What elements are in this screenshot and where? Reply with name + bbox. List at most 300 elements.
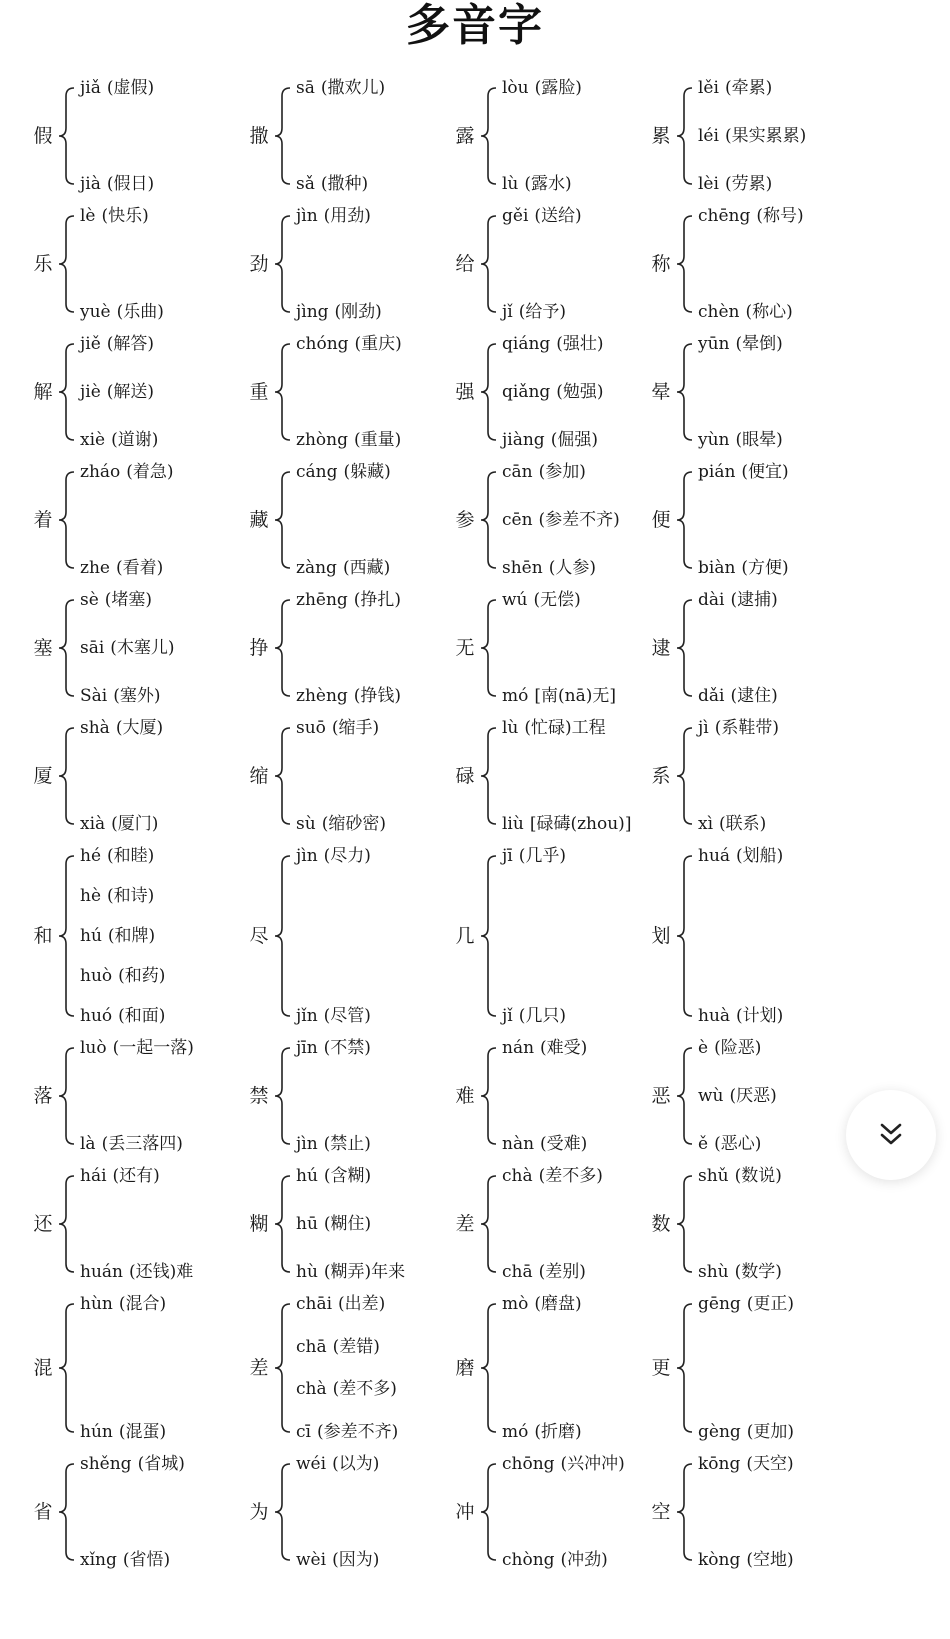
pinyin: jī [502,846,513,866]
curly-brace-icon [674,844,696,1028]
page-title: 多音字 [406,0,544,51]
example-word: (用劲) [323,206,371,226]
pinyin: shǔ [698,1166,729,1186]
example-word: (丢三落四) [101,1134,183,1154]
pinyin: mò [502,1294,529,1314]
polyphone-character: 参 [455,509,475,531]
example-word: (省悟) [122,1550,171,1570]
reading-line [296,812,386,836]
pinyin: xiè [80,430,106,450]
polyphone-character: 省 [33,1501,53,1523]
reading-line [502,172,572,196]
example-word: (尽管) [323,1006,371,1026]
pinyin: kòng [698,1550,741,1570]
pinyin: cēn [502,510,533,530]
pinyin: huó [80,1006,113,1026]
example-word: [南(nā)无] [534,686,616,706]
reading-line [80,172,154,196]
curly-brace-icon [56,844,78,1028]
polyphone-character: 划 [651,925,671,947]
pinyin: jì [698,718,709,738]
polyphone-entry [452,716,672,836]
pinyin: chóng [296,334,349,354]
example-word: (数学) [734,1262,782,1282]
reading-line [698,716,779,740]
pinyin: zhe [80,558,110,578]
curly-brace-icon [56,1292,78,1444]
pinyin: hé [80,846,102,866]
polyphone-character: 禁 [249,1085,269,1107]
reading-line [698,1132,761,1156]
example-word: (划船) [736,846,784,866]
pinyin: hù [296,1262,318,1282]
reading-line [296,1132,371,1156]
curly-brace-icon [272,1164,294,1284]
example-word: (和睦) [107,846,155,866]
pinyin: lěi [698,78,719,98]
reading-line [698,1084,777,1108]
reading-line [502,1036,587,1060]
curly-brace-icon [478,844,500,1028]
reading-line [80,884,154,908]
example-word: (和面) [118,1006,166,1026]
pinyin: zháo [80,462,121,482]
reading-line [296,556,390,580]
curly-brace-icon [478,1036,500,1156]
reading-line [296,1377,397,1401]
reading-line [698,204,804,228]
example-word: (参差不齐) [316,1422,399,1442]
polyphone-entry [246,588,466,708]
polyphone-character: 乐 [33,253,53,275]
curly-brace-icon [272,588,294,708]
example-word: (兴冲冲) [560,1454,625,1474]
example-word: (尽力) [323,846,371,866]
reading-line [80,1132,183,1156]
scroll-down-button[interactable] [846,1090,936,1180]
reading-line [296,172,368,196]
polyphone-character: 尽 [249,925,269,947]
pinyin: hùn [80,1294,113,1314]
example-word: (露脸) [534,78,582,98]
polyphone-character: 难 [455,1085,475,1107]
polyphone-character: 挣 [249,637,269,659]
example-word: (禁止) [323,1134,371,1154]
polyphone-character: 磨 [455,1357,475,1379]
reading-line [698,428,783,452]
polyphone-entry [246,332,466,452]
polyphone-character: 劲 [249,253,269,275]
polyphone-character: 累 [651,125,671,147]
polyphone-entry [246,1452,466,1572]
polyphone-entry [452,1292,672,1444]
example-word: (给予) [518,302,566,322]
example-word: (着急) [126,462,174,482]
example-word: (几只) [518,1006,566,1026]
pinyin: chèn [698,302,740,322]
reading-line [296,332,402,356]
reading-line [698,1452,794,1476]
curly-brace-icon [272,332,294,452]
pinyin: sāi [80,638,105,658]
polyphone-entry [30,204,250,324]
polyphone-entry [30,460,250,580]
double-chevron-down-icon [874,1118,908,1152]
reading-line [502,684,616,708]
example-word: (强壮) [556,334,604,354]
polyphone-entry [246,1036,466,1156]
reading-line [502,844,566,868]
polyphone-character: 落 [33,1085,53,1107]
reading-line [296,1548,379,1572]
pinyin: cān [502,462,533,482]
curly-brace-icon [674,1164,696,1284]
pinyin: lù [502,174,519,194]
reading-line [296,588,401,612]
example-word: (糊弄)年来 [323,1262,406,1282]
example-word: (挣钱) [353,686,402,706]
pinyin: hè [80,886,102,906]
reading-line [80,636,175,660]
reading-line [296,1260,405,1284]
example-word: (虚假) [106,78,155,98]
pinyin: zàng [296,558,337,578]
polyphone-entry [452,1164,672,1284]
pinyin: wú [502,590,528,610]
reading-line [698,556,789,580]
polyphone-entry [452,844,672,1028]
curly-brace-icon [478,588,500,708]
polyphone-character: 更 [651,1357,671,1379]
polyphone-character: 着 [33,509,53,531]
example-word: (险恶) [714,1038,762,1058]
polyphone-entry [452,76,672,196]
reading-line [502,812,631,836]
example-word: (一起一落) [112,1038,194,1058]
example-word: (厦门) [111,814,159,834]
example-word: (乐曲) [116,302,164,322]
reading-line [698,124,806,148]
curly-brace-icon [56,1164,78,1284]
reading-line [296,204,371,228]
polyphone-character: 藏 [249,509,269,531]
polyphone-character: 糊 [249,1213,269,1235]
reading-line [502,1292,582,1316]
example-word: (塞外) [113,686,161,706]
polyphone-entry [246,1292,466,1444]
reading-line [698,1548,794,1572]
reading-line [80,588,152,612]
polyphone-character: 解 [33,381,53,403]
example-word: (果实累累) [724,126,807,146]
example-word: (劳累) [724,174,773,194]
pinyin: nán [502,1038,535,1058]
polyphone-entry [30,844,250,1028]
pinyin: wù [698,1086,724,1106]
polyphone-entry [648,204,868,324]
polyphone-character: 重 [249,381,269,403]
curly-brace-icon [56,204,78,324]
pinyin: luò [80,1038,107,1058]
curly-brace-icon [272,1452,294,1572]
example-word: (混蛋) [118,1422,167,1442]
reading-line [296,1036,371,1060]
example-word: (方便) [741,558,789,578]
reading-line [80,1164,160,1188]
example-word: (人参) [548,558,596,578]
pinyin: jìng [296,302,329,322]
pinyin: mó [502,686,529,706]
curly-brace-icon [272,1036,294,1156]
example-word: (晕倒) [735,334,783,354]
reading-line [502,588,581,612]
pinyin: dài [698,590,725,610]
polyphone-entry [452,332,672,452]
reading-line [296,716,379,740]
reading-line [502,508,620,532]
polyphone-character: 碌 [455,765,475,787]
pinyin: léi [698,126,719,146]
pinyin: gèng [698,1422,741,1442]
reading-line [80,300,164,324]
example-word: (折磨) [534,1422,582,1442]
reading-line [80,1452,185,1476]
reading-line [80,556,163,580]
pinyin: sǎ [296,174,315,194]
reading-line [698,588,778,612]
example-word: (冲劲) [560,1550,608,1570]
polyphone-entry [246,716,466,836]
pinyin: sè [80,590,99,610]
pinyin: shà [80,718,110,738]
pinyin: kōng [698,1454,741,1474]
reading-line [698,1164,782,1188]
reading-line [296,300,382,324]
reading-line [698,1036,761,1060]
example-word: (省城) [137,1454,185,1474]
example-word: (挣扎) [353,590,402,610]
example-word: [碌碡(zhou)] [529,814,632,834]
pinyin: ě [698,1134,709,1154]
reading-line [296,1292,385,1316]
pinyin: jīn [296,1038,318,1058]
pinyin: cī [296,1422,311,1442]
pinyin: huá [698,846,731,866]
reading-line [502,380,604,404]
reading-line [80,716,163,740]
example-word: (系鞋带) [714,718,779,738]
pinyin: chēng [698,206,751,226]
reading-line [698,172,772,196]
polyphone-character: 恶 [651,1085,671,1107]
example-word: (道谢) [111,430,159,450]
curly-brace-icon [478,204,500,324]
pinyin: qiáng [502,334,551,354]
curly-brace-icon [272,460,294,580]
reading-line [502,1260,586,1284]
reading-line [80,332,154,356]
reading-line [80,1004,165,1028]
pinyin: xì [698,814,714,834]
pinyin: jìn [296,206,318,226]
reading-line [80,964,165,988]
curly-brace-icon [56,332,78,452]
curly-brace-icon [674,1292,696,1444]
reading-line [80,844,154,868]
reading-line [502,1132,587,1156]
reading-line [296,1420,398,1444]
polyphone-entry [648,1292,868,1444]
pinyin: huò [80,966,113,986]
reading-line [80,684,160,708]
example-word: (重庆) [354,334,402,354]
pinyin: lèi [698,174,719,194]
reading-line [80,76,154,100]
reading-line [502,556,596,580]
curly-brace-icon [272,716,294,836]
polyphone-entry [30,588,250,708]
example-word: (更加) [746,1422,795,1442]
polyphone-character: 空 [651,1501,671,1523]
polyphone-character: 露 [455,125,475,147]
pinyin: là [80,1134,96,1154]
pinyin: cáng [296,462,338,482]
curly-brace-icon [56,1452,78,1572]
example-word: (空地) [746,1550,794,1570]
polyphone-entry [648,460,868,580]
example-word: (假日) [106,174,155,194]
curly-brace-icon [674,1452,696,1572]
reading-line [296,76,385,100]
example-word: (含糊) [323,1166,372,1186]
polyphone-entry [30,1036,250,1156]
curly-brace-icon [56,76,78,196]
example-word: (和药) [118,966,166,986]
reading-line [698,1292,794,1316]
polyphone-character: 撒 [249,125,269,147]
polyphone-entry [648,1452,868,1572]
reading-line [80,1548,170,1572]
pinyin: zhēng [296,590,348,610]
example-word: (解送) [106,382,155,402]
reading-line [80,812,158,836]
pinyin: qiǎng [502,382,551,402]
pinyin: jìn [296,846,318,866]
polyphone-entry [648,844,868,1028]
pinyin: chōng [502,1454,555,1474]
example-word: (差错) [332,1336,380,1357]
polyphone-entry [648,1036,868,1156]
pinyin: sù [296,814,316,834]
polyphone-entry [30,1452,250,1572]
example-word: (躲藏) [343,462,391,482]
example-word: (木塞儿) [110,638,175,658]
example-word: (以为) [332,1454,380,1474]
reading-line [502,204,582,228]
reading-line [502,460,586,484]
reading-line [80,1036,194,1060]
example-word: (恶心) [714,1134,762,1154]
example-word: (解答) [106,334,155,354]
reading-line [296,428,401,452]
polyphone-entry [246,76,466,196]
polyphone-character: 缩 [249,765,269,787]
pinyin: hú [80,926,102,946]
example-word: (撒种) [320,174,369,194]
polyphone-character: 和 [33,925,53,947]
example-word: (计划) [736,1006,784,1026]
example-word: (磨盘) [534,1294,582,1314]
polyphone-entry [648,76,868,196]
reading-line [502,76,582,100]
example-word: (送给) [534,206,582,226]
example-word: (无偿) [533,590,581,610]
pinyin: jiě [80,334,101,354]
polyphone-character: 系 [651,765,671,787]
polyphone-character: 差 [249,1357,269,1379]
example-word: (不禁) [323,1038,371,1058]
reading-line [296,1335,380,1359]
polyphone-entry [648,588,868,708]
curly-brace-icon [674,716,696,836]
polyphone-character: 数 [651,1213,671,1235]
example-word: (差别) [538,1262,586,1282]
example-word: (糊住) [323,1214,372,1234]
pinyin: chà [502,1166,533,1186]
pinyin: jìn [296,1134,318,1154]
example-word: (便宜) [741,462,789,482]
pinyin: hú [296,1166,318,1186]
example-word: (厌恶) [729,1086,777,1106]
polyphone-entry [30,716,250,836]
curly-brace-icon [272,76,294,196]
polyphone-entry [246,204,466,324]
example-word: (重量) [353,430,402,450]
pinyin: shēn [502,558,543,578]
pinyin: jià [80,174,101,194]
polyphone-entry [452,1452,672,1572]
reading-line [502,428,598,452]
reading-line [80,428,158,452]
polyphone-character: 冲 [455,1501,475,1523]
example-word: (还有) [112,1166,160,1186]
pinyin: zhòng [296,430,348,450]
example-word: (和诗) [107,886,155,906]
example-word: (差不多) [332,1379,397,1400]
example-word: (混合) [118,1294,167,1314]
reading-line [502,1548,608,1572]
reading-line [296,460,391,484]
reading-line [698,1004,783,1028]
pinyin: wéi [296,1454,327,1474]
curly-brace-icon [674,1036,696,1156]
pinyin: yuè [80,302,111,322]
polyphone-character: 为 [249,1501,269,1523]
polyphone-character: 晕 [651,381,671,403]
pinyin: jǐ [502,1006,513,1026]
example-word: (难受) [540,1038,588,1058]
pinyin: hū [296,1214,318,1234]
polyphone-entry [648,1164,868,1284]
reading-line [80,380,154,404]
example-word: (更正) [746,1294,795,1314]
reading-line [296,844,371,868]
polyphone-entry [246,460,466,580]
example-word: (数说) [734,1166,782,1186]
polyphone-entry [648,716,868,836]
curly-brace-icon [272,1292,294,1444]
polyphone-character: 假 [33,125,53,147]
